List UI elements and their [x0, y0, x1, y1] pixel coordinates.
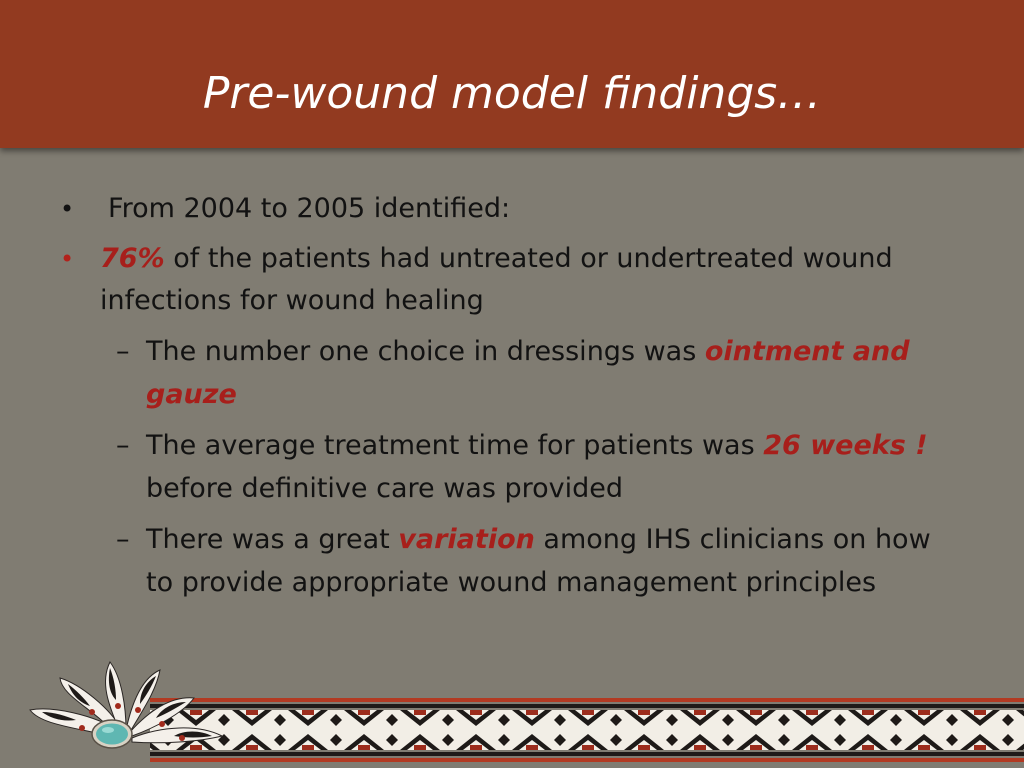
- bullet-text: From 2004 to 2005 identified:: [108, 193, 511, 224]
- bullet-text-continued: infections for wound healing: [100, 285, 484, 316]
- slide-title: Pre-wound model findings…: [202, 68, 822, 119]
- sub-bullet-text: [146, 425, 928, 467]
- emphasis-text: 76%: [100, 243, 165, 274]
- bullet-text: [100, 238, 893, 280]
- sub-bullet-marker: –: [116, 430, 130, 461]
- emphasis-text: 26 weeks !: [763, 430, 928, 461]
- bullet-marker: •: [60, 245, 75, 273]
- bullet-text-rest: of the patients had untreated or undertreated wound: [164, 243, 893, 274]
- sub-bullet-text: [146, 331, 910, 373]
- sub-bullet-marker: –: [116, 336, 130, 367]
- sub-bullet-text-continued: before definitive care was provided: [146, 473, 624, 504]
- sub-bullet-text-continued: [146, 374, 237, 416]
- sub-bullet-text-lead: There was a great: [146, 524, 399, 555]
- sub-bullet-text-tail: among IHS clinicians on how: [534, 524, 931, 555]
- emphasis-text: ointment and: [704, 336, 910, 367]
- emphasis-text: variation: [398, 524, 535, 555]
- sub-bullet-text-lead: The number one choice in dressings was: [146, 336, 705, 367]
- turquoise-stone-icon: [90, 718, 134, 750]
- sub-bullet-text-lead: The average treatment time for patients was: [146, 430, 764, 461]
- sub-bullet-marker: –: [116, 524, 130, 555]
- bullet-marker: •: [60, 195, 75, 223]
- emphasis-text: gauze: [146, 379, 237, 410]
- sub-bullet-text-continued: to provide appropriate wound management principles: [146, 567, 877, 598]
- sub-bullet-text: [146, 519, 931, 561]
